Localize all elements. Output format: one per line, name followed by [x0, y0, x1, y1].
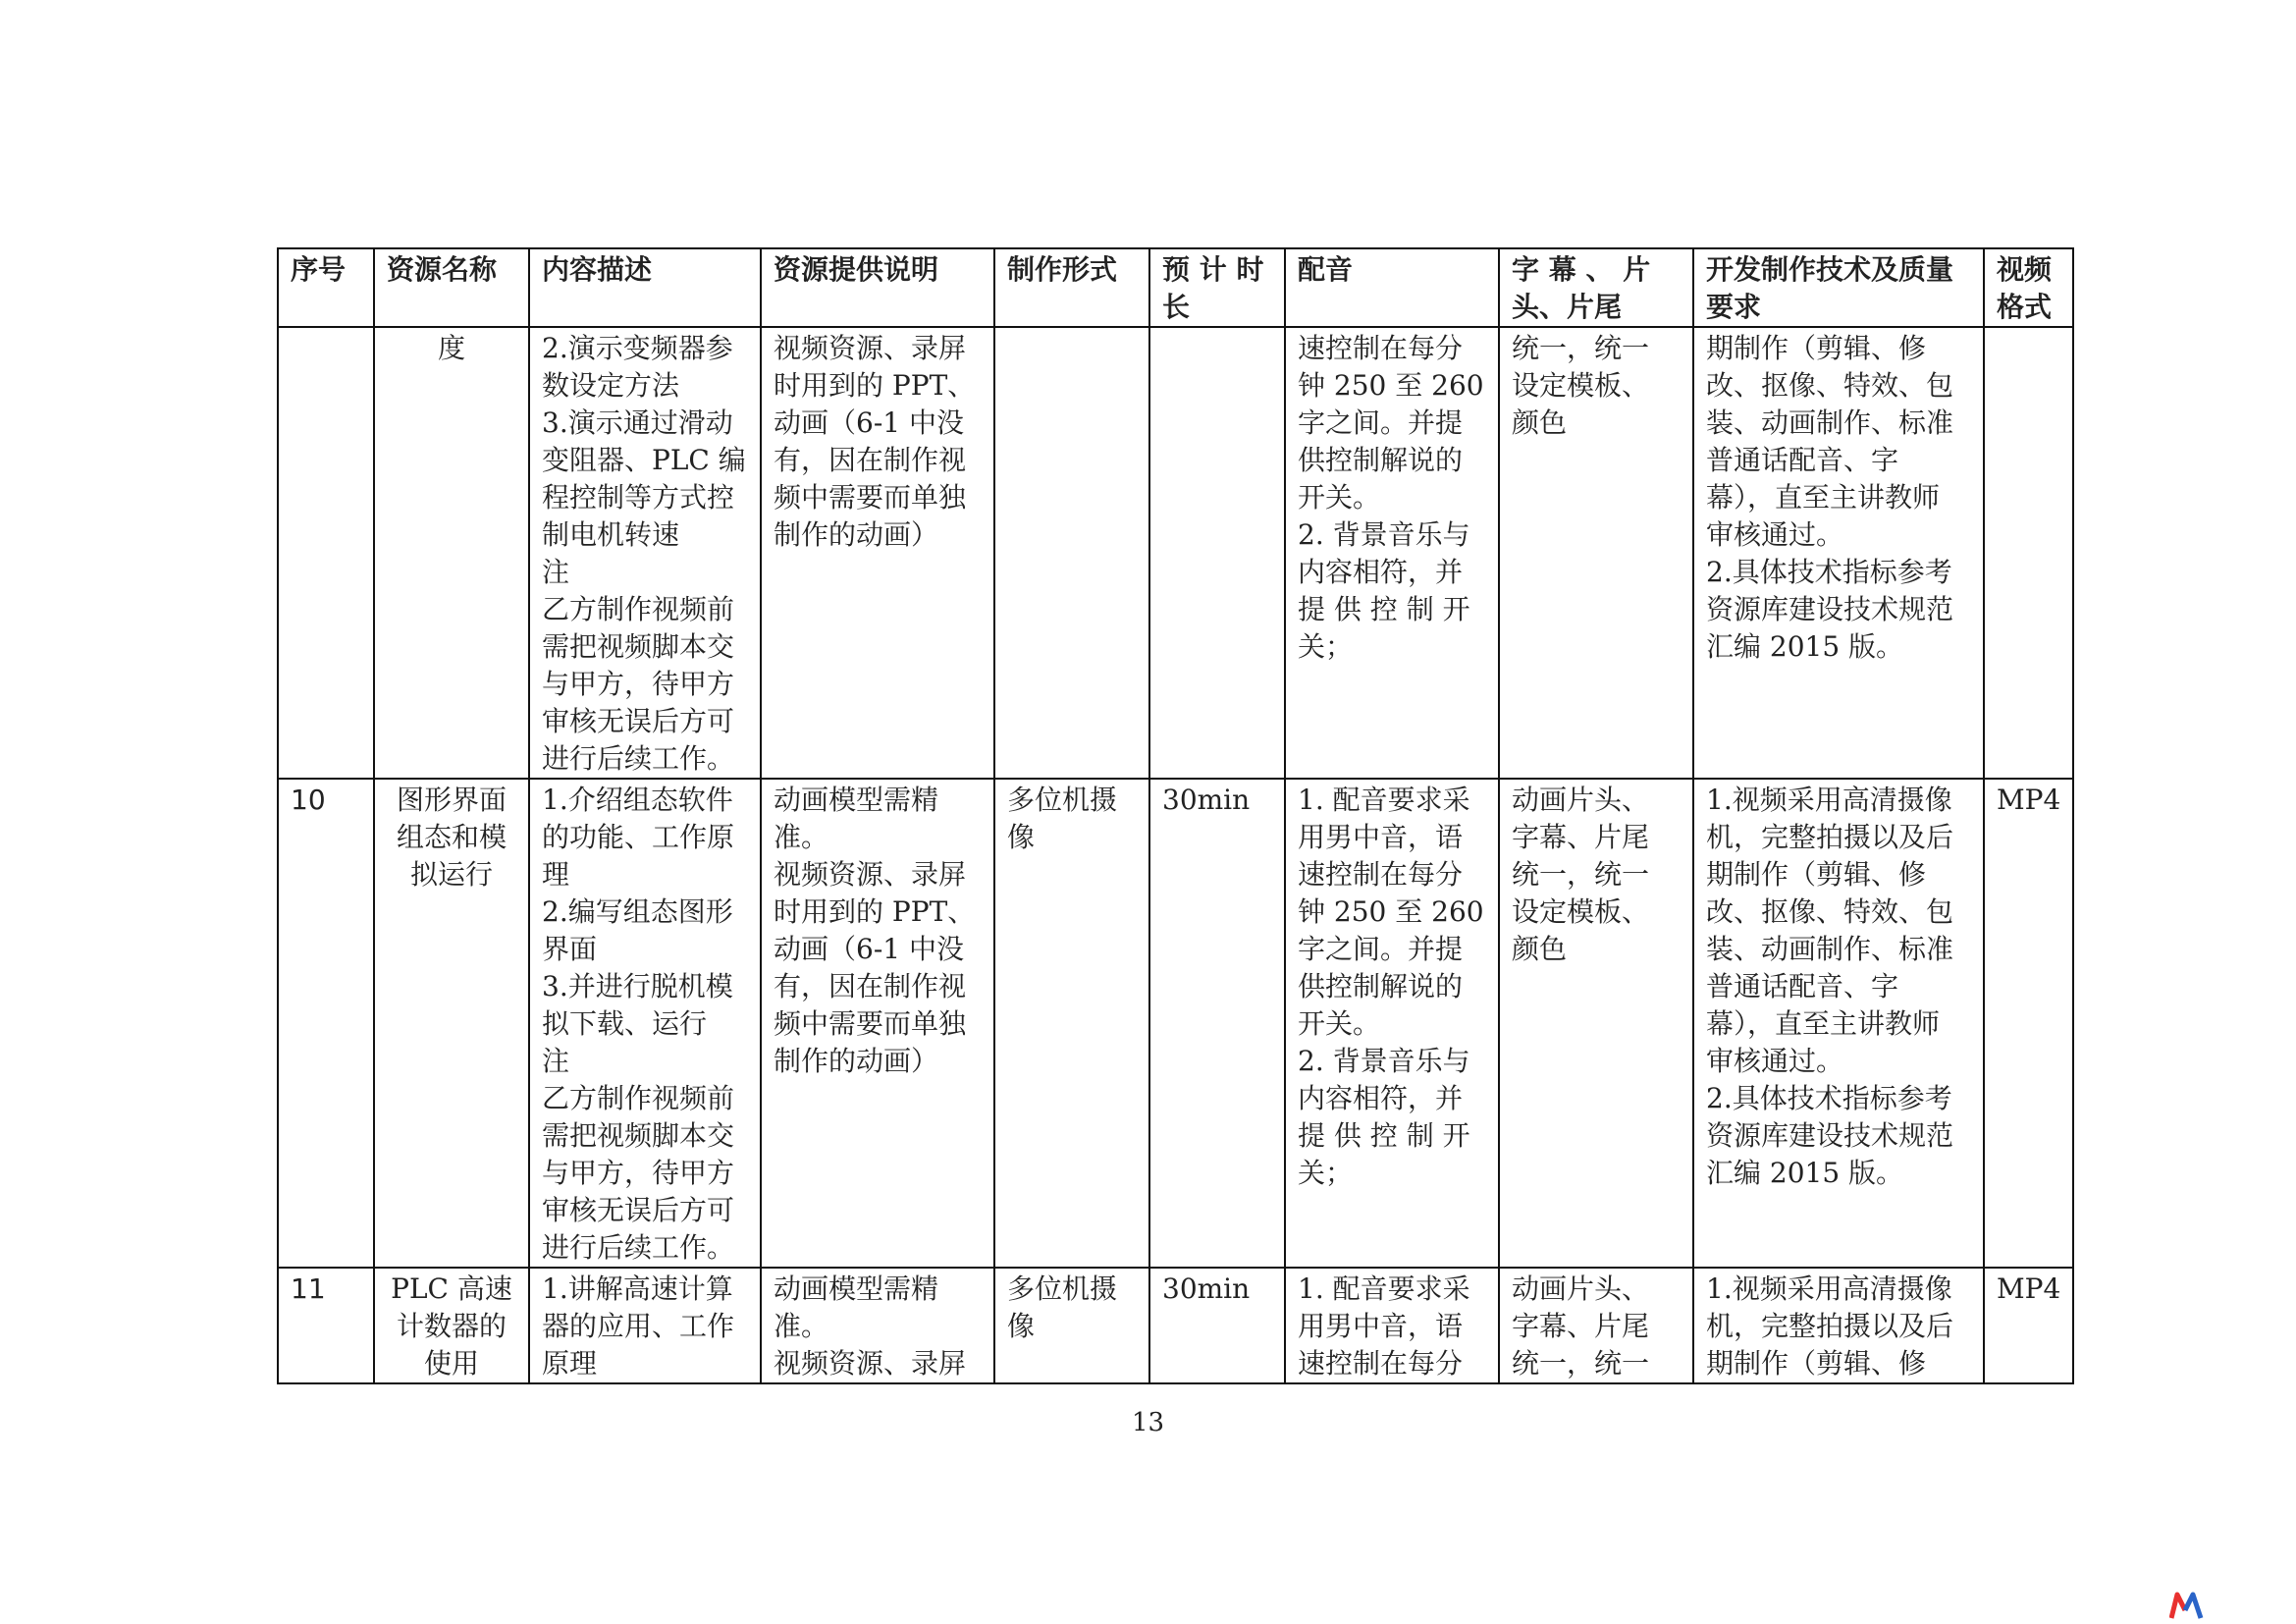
cell-text-line: 统一，统一 [1512, 332, 1650, 364]
cell-text-line: 动画模型需精 [774, 1272, 939, 1305]
cell-text-line: 内容相符，并 [1298, 556, 1464, 588]
cell-text-line: 乙方制作视频前 [542, 1082, 735, 1114]
production-form-cell [994, 327, 1149, 779]
cell-text-line: 2. 背景音乐与 [1298, 518, 1470, 551]
cell-text-line: 制作的动画） [774, 518, 939, 551]
cell-text-line: 像 [1007, 821, 1036, 853]
cell-text-line: 有，因在制作视 [774, 970, 967, 1002]
cell-text-line: 内容相符，并 [1298, 1082, 1464, 1114]
cell-text-line: 普通话配音、字 [1706, 970, 1899, 1002]
cell-text-line: 审核无误后方可 [542, 1194, 735, 1226]
content-description-cell [529, 327, 761, 779]
header-cell: 资源提供说明 [761, 248, 994, 327]
cell-text-line: 程控制等方式控 [542, 481, 735, 514]
table-row [278, 327, 2073, 779]
header-cell: 视频格式 [1984, 248, 2073, 327]
cell-text-line: 动画（6-1 中没 [774, 933, 964, 965]
cell-text-line: 需把视频脚本交 [542, 630, 735, 663]
cell-text-line: 期制作（剪辑、修 [1706, 858, 1927, 891]
subtitle-cell [1499, 1268, 1693, 1383]
cell-text-line: 图形界面 [396, 784, 507, 816]
duration-cell: 30min [1149, 1268, 1285, 1383]
cell-text-line: 与甲方，待甲方 [542, 668, 735, 700]
header-cell: 序号 [278, 248, 374, 327]
cell-text-line: 颜色 [1512, 933, 1568, 965]
production-form-cell [994, 779, 1149, 1268]
cell-text-line: 关； [1298, 630, 1354, 663]
cell-text-line: 1.讲解高速计算 [542, 1272, 733, 1305]
cell-text-line: 供控制解说的 [1298, 444, 1464, 476]
cell-text-line: 期制作（剪辑、修 [1706, 332, 1927, 364]
cell-text-line: 理 [542, 858, 570, 891]
tech-requirements-cell [1693, 1268, 1984, 1383]
content-description-cell [529, 779, 761, 1268]
cell-text-line: 汇编 2015 版。 [1706, 1157, 1904, 1189]
resource-name-cell [374, 1268, 529, 1383]
cell-text-line: 频中需要而单独 [774, 1007, 967, 1040]
logo-stroke-blue [2185, 1595, 2201, 1618]
resource-table [277, 247, 2074, 1384]
cell-text-line: 与甲方，待甲方 [542, 1157, 735, 1189]
cell-text-line: 度 [437, 332, 465, 364]
cell-text-line: 多位机摄 [1007, 784, 1118, 816]
cell-text-line: 像 [1007, 1310, 1036, 1342]
cell-text-line: 3.并进行脱机模 [542, 970, 733, 1002]
header-cell: 配音 [1285, 248, 1499, 327]
cell-text-line: 用男中音，语 [1298, 1310, 1464, 1342]
cell-text-line: 改、抠像、特效、包 [1706, 369, 1954, 402]
cell-text-line: 颜色 [1512, 406, 1568, 439]
cell-text-line: 钟 250 至 260 [1298, 895, 1484, 928]
cell-text-line: 使用 [423, 1347, 479, 1380]
cell-text-line: 用男中音，语 [1298, 821, 1464, 853]
cell-text-line: 开关。 [1298, 1007, 1381, 1040]
cell-text-line: 3.演示通过滑动 [542, 406, 733, 439]
header-cell: 开发制作技术及质量要求 [1693, 248, 1984, 327]
cell-text-line: 视频资源、录屏 [774, 332, 967, 364]
cell-text-line: 2.编写组态图形 [542, 895, 733, 928]
cell-text-line: 提 供 控 制 开 [1298, 593, 1470, 625]
cell-text-line: 速控制在每分 [1298, 1347, 1464, 1380]
cell-text-line: 乙方制作视频前 [542, 593, 735, 625]
cell-text-line: 注 [542, 556, 570, 588]
resource-name-cell [374, 779, 529, 1268]
production-form-cell [994, 1268, 1149, 1383]
cell-text-line: 计数器的 [396, 1310, 507, 1342]
cell-text-line: 组态和模 [396, 821, 507, 853]
cell-text-line: 设定模板、 [1512, 369, 1650, 402]
cell-text-line: 审核通过。 [1706, 1045, 1844, 1077]
cell-text-line: 进行后续工作。 [542, 742, 735, 775]
cell-text-line: 开关。 [1298, 481, 1381, 514]
resource-provision-cell [761, 1268, 994, 1383]
cell-text-line: 2.具体技术指标参考 [1706, 1082, 1952, 1114]
cell-text-line: 速控制在每分 [1298, 858, 1464, 891]
cell-text-line: 动画片头、 [1512, 784, 1650, 816]
tech-requirements-cell [1693, 327, 1984, 779]
cell-text-line: 视频资源、录屏 [774, 858, 967, 891]
cell-text-line: 统一，统一 [1512, 1347, 1650, 1380]
resource-name-cell [374, 327, 529, 779]
header-cell: 资源名称 [374, 248, 529, 327]
cell-text-line: 频中需要而单独 [774, 481, 967, 514]
cell-text-line: 动画模型需精 [774, 784, 939, 816]
cell-text-line: 需把视频脚本交 [542, 1119, 735, 1152]
cell-text-line: 供控制解说的 [1298, 970, 1464, 1002]
cell-text-line: 1.介绍组态软件 [542, 784, 733, 816]
cell-text-line: 钟 250 至 260 [1298, 369, 1484, 402]
cell-text-line: 字幕、片尾 [1512, 821, 1650, 853]
cell-text-line: 2.演示变频器参 [542, 332, 733, 364]
cell-text-line: 资源库建设技术规范 [1706, 1119, 1954, 1152]
cell-text-line: 提 供 控 制 开 [1298, 1119, 1470, 1152]
cell-text-line: 字之间。并提 [1298, 933, 1464, 965]
cell-text-line: 字之间。并提 [1298, 406, 1464, 439]
serial-cell [278, 327, 374, 779]
cell-text-line: 期制作（剪辑、修 [1706, 1347, 1927, 1380]
cell-text-line: 1. 配音要求采 [1298, 1272, 1470, 1305]
video-format-cell [1984, 327, 2073, 779]
cell-text-line: 的功能、工作原 [542, 821, 735, 853]
cell-text-line: 有，因在制作视 [774, 444, 967, 476]
cell-text-line: 机，完整拍摄以及后 [1706, 1310, 1954, 1342]
cell-text-line: 汇编 2015 版。 [1706, 630, 1904, 663]
serial-cell: 11 [278, 1268, 374, 1383]
cell-text-line: 机，完整拍摄以及后 [1706, 821, 1954, 853]
dubbing-cell [1285, 327, 1499, 779]
page-number: 13 [1131, 1408, 1165, 1437]
cell-text-line: 普通话配音、字 [1706, 444, 1899, 476]
cell-text-line: 视频资源、录屏 [774, 1347, 967, 1380]
table-row [278, 779, 2073, 1268]
cell-text-line: 数设定方法 [542, 369, 680, 402]
header-cell: 字 幕 、 片 头、片尾 [1499, 248, 1693, 327]
cell-text-line: 制电机转速 [542, 518, 680, 551]
cell-text-line: 注 [542, 1045, 570, 1077]
cell-text-line: 改、抠像、特效、包 [1706, 895, 1954, 928]
duration-cell [1149, 327, 1285, 779]
header-cell: 制作形式 [994, 248, 1149, 327]
table-header [278, 248, 2073, 327]
cell-text-line: 制作的动画） [774, 1045, 939, 1077]
cell-text-line: 审核通过。 [1706, 518, 1844, 551]
cell-text-line: 时用到的 PPT、 [774, 369, 976, 402]
cell-text-line: 设定模板、 [1512, 895, 1650, 928]
cell-text-line: 2. 背景音乐与 [1298, 1045, 1470, 1077]
subtitle-cell [1499, 327, 1693, 779]
cell-text-line: 1.视频采用高清摄像 [1706, 784, 1952, 816]
cell-text-line: 变阻器、PLC 编 [542, 444, 746, 476]
dubbing-cell [1285, 779, 1499, 1268]
cell-text-line: 器的应用、工作 [542, 1310, 735, 1342]
table-row [278, 1268, 2073, 1383]
cell-text-line: 准。 [774, 821, 829, 853]
cell-text-line: 界面 [542, 933, 598, 965]
cell-text-line: 1.视频采用高清摄像 [1706, 1272, 1952, 1305]
cell-text-line: 装、动画制作、标准 [1706, 406, 1954, 439]
dubbing-cell [1285, 1268, 1499, 1383]
cell-text-line: 动画片头、 [1512, 1272, 1650, 1305]
video-format-cell: MP4 [1984, 1268, 2073, 1383]
header-cell: 内容描述 [529, 248, 761, 327]
cell-text-line: 统一，统一 [1512, 858, 1650, 891]
cell-text-line: 2.具体技术指标参考 [1706, 556, 1952, 588]
cell-text-line: 1. 配音要求采 [1298, 784, 1470, 816]
cell-text-line: 速控制在每分 [1298, 332, 1464, 364]
cell-text-line: 拟下载、运行 [542, 1007, 708, 1040]
cell-text-line: 幕），直至主讲教师 [1706, 481, 1941, 514]
cell-text-line: 装、动画制作、标准 [1706, 933, 1954, 965]
cell-text-line: 准。 [774, 1310, 829, 1342]
content-description-cell [529, 1268, 761, 1383]
cell-text-line: 原理 [542, 1347, 598, 1380]
duration-cell: 30min [1149, 779, 1285, 1268]
cell-text-line: 资源库建设技术规范 [1706, 593, 1954, 625]
subtitle-cell [1499, 779, 1693, 1268]
cell-text-line: 进行后续工作。 [542, 1231, 735, 1264]
resource-provision-cell [761, 779, 994, 1268]
video-format-cell: MP4 [1984, 779, 2073, 1268]
resource-provision-cell [761, 327, 994, 779]
header-cell: 预 计 时 长 [1149, 248, 1285, 327]
cell-text-line: 动画（6-1 中没 [774, 406, 964, 439]
logo-stroke-red [2171, 1595, 2185, 1618]
cell-text-line: 关； [1298, 1157, 1354, 1189]
cell-text-line: PLC 高速 [391, 1272, 512, 1305]
cell-text-line: 时用到的 PPT、 [774, 895, 976, 928]
cell-text-line: 拟运行 [409, 858, 493, 891]
cell-text-line: 幕），直至主讲教师 [1706, 1007, 1941, 1040]
cell-text-line: 审核无误后方可 [542, 705, 735, 737]
watermark-logo-icon [2169, 1591, 2209, 1620]
cell-text-line: 多位机摄 [1007, 1272, 1118, 1305]
table-body [278, 327, 2073, 1383]
tech-requirements-cell [1693, 779, 1984, 1268]
serial-cell: 10 [278, 779, 374, 1268]
cell-text-line: 字幕、片尾 [1512, 1310, 1650, 1342]
